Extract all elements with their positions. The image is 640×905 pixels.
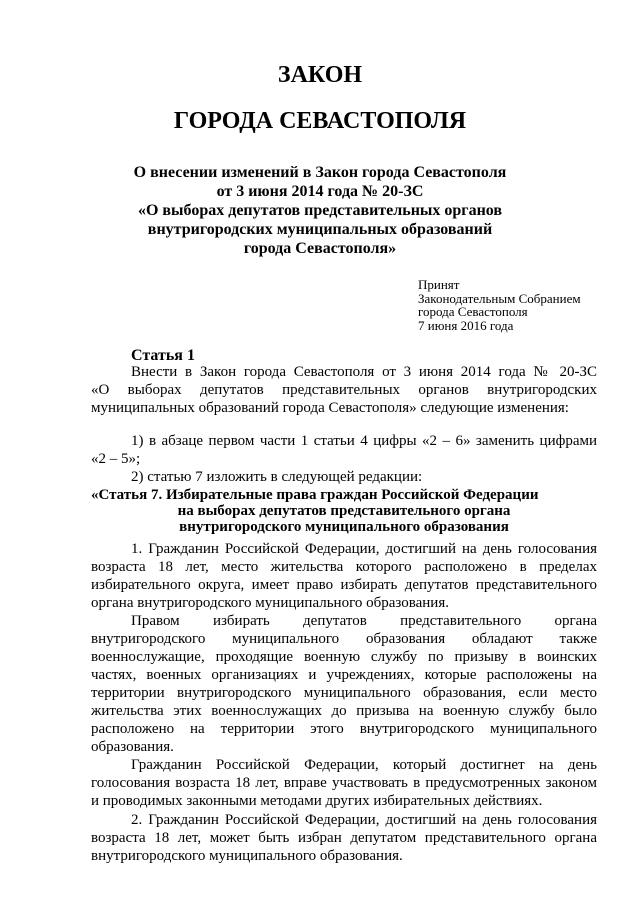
paragraph-article7-part1 xyxy=(91,540,597,612)
text-line: Внести в Закон города Севастополя от 3 июня 2014 года № 20-ЗС xyxy=(131,364,597,380)
document-title: ЗАКОН xyxy=(277,62,363,88)
document-subtitle xyxy=(0,163,640,258)
adoption-line: города Севастополя xyxy=(418,304,528,319)
paragraph-article7-part2 xyxy=(91,811,597,865)
text-line: и проводимых законными методами других избирательных действиях. xyxy=(91,793,543,809)
text-line: 2) статью 7 изложить в следующей редакции: xyxy=(131,469,423,485)
subtitle-line: внутригородских муниципальных образований xyxy=(147,221,493,238)
text-line: внутригородского муниципального образования. xyxy=(91,848,403,864)
text-line: органа внутригородского муниципального образования. xyxy=(91,595,449,611)
subtitle-line: от 3 июня 2014 года № 20-ЗС xyxy=(216,183,424,200)
document-title-city: ГОРОДА СЕВАСТОПОЛЯ xyxy=(173,108,467,134)
text-line: частях, военных организациях и учреждениях, которые расположены на xyxy=(91,667,597,683)
text-line: муниципальных образований города Севастополя» следующие изменения: xyxy=(91,400,569,416)
paragraph-item-2 xyxy=(91,468,597,486)
subtitle-line: города Севастополя» xyxy=(243,240,397,257)
adoption-line: Законодательным Собранием xyxy=(418,290,581,306)
paragraph-military-voters xyxy=(91,612,597,756)
text-line: Правом избирать депутатов представительного органа xyxy=(131,613,597,629)
subtitle-line: «О выборах депутатов представительных органов xyxy=(137,202,503,219)
article-1-heading: Статья 1 xyxy=(131,347,195,364)
text-line: Гражданин Российской Федерации, который достигнет на день xyxy=(131,757,597,773)
text-line: «2 – 5»; xyxy=(91,451,141,467)
text-line: жительства этих военнослужащих до призыва на военную службу было xyxy=(91,703,597,719)
text-line: возраста 18 лет, может быть избран депутатом представительного органа xyxy=(91,830,597,846)
text-line: 1. Гражданин Российской Федерации, достигший на день голосования xyxy=(131,541,597,557)
text-line: образования. xyxy=(91,739,174,755)
text-line: военнослужащие, проходящие военную службу по призыву в воинских xyxy=(91,649,597,665)
text-line: внутригородского муниципального образования обладают также xyxy=(91,631,597,647)
article-7-heading xyxy=(91,487,597,535)
text-line: голосования возраста 18 лет, вправе участвовать в предусмотренных законом xyxy=(91,775,597,791)
text-line: территории внутригородского муниципального образования, если место xyxy=(91,685,597,701)
subtitle-line: О внесении изменений в Закон города Севастополя xyxy=(133,164,507,181)
heading-line: на выборах депутатов представительного органа xyxy=(177,503,511,519)
adoption-note xyxy=(418,278,581,332)
paragraph-item-1 xyxy=(91,432,597,468)
text-line: 1) в абзаце первом части 1 статьи 4 цифры «2 – 6» заменить цифрами xyxy=(131,433,597,449)
paragraph-age-18-participation xyxy=(91,756,597,810)
heading-line: внутригородского муниципального образования xyxy=(179,519,509,535)
paragraph-amendment-intro xyxy=(91,363,597,417)
text-line: возраста 18 лет, место жительства которого расположено в пределах xyxy=(91,559,597,575)
text-line: расположено на территории этого внутригородского муниципального xyxy=(91,721,597,737)
text-line: 2. Гражданин Российской Федерации, достигший на день голосования xyxy=(131,812,597,828)
text-line: «О выборах депутатов представительных органов внутригородских xyxy=(91,382,597,398)
adoption-line: Принят xyxy=(418,277,460,292)
adoption-line: 7 июня 2016 года xyxy=(418,317,514,333)
text-line: избирательного округа, имеет право избирать депутатов представительного xyxy=(91,577,597,593)
heading-line: «Статья 7. Избирательные права граждан Российской Федерации xyxy=(91,487,539,503)
